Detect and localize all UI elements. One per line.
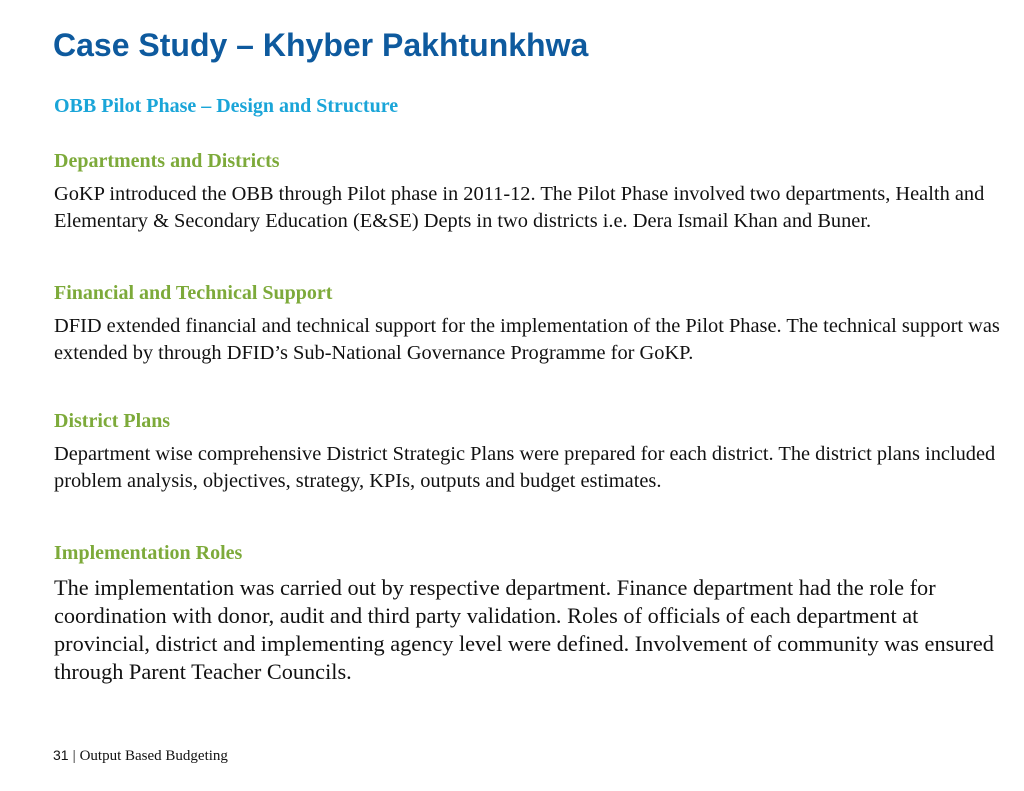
section-heading-departments: Departments and Districts — [54, 150, 280, 172]
slide-subtitle: OBB Pilot Phase – Design and Structure — [54, 95, 399, 117]
section-body-support: DFID extended financial and technical support for the implementation of the Pilot Phase. The technical support was extended by through DFID’s Sub-National Governance Programme for GoKP. — [54, 315, 1000, 364]
section-body-departments: GoKP introduced the OBB through Pilot phase in 2011-12. The Pilot Phase involved two departments, Health and Elementary & Secondary Education (E&SE) Depts in two districts i.e. Dera Ismail Khan and Buner. — [54, 183, 985, 232]
footer-separator: | — [72, 748, 76, 764]
footer — [53, 745, 228, 766]
section-heading-district-plans: District Plans — [54, 410, 171, 432]
section-body-roles: The implementation was carried out by respective department. Finance department had the role for coordination with donor, audit and third party validation. Roles of officials of each department at provincial, district and implementing agency level were defined. Involvement of community was ensured through Parent Teacher Councils. — [54, 575, 994, 684]
footer-label: Output Based Budgeting — [79, 748, 228, 764]
section-body-district-plans: Department wise comprehensive District Strategic Plans were prepared for each district. The district plans included problem analysis, objectives, strategy, KPIs, outputs and budget estimates. — [54, 443, 996, 492]
section-heading-support: Financial and Technical Support — [54, 282, 333, 304]
slide-title: Case Study – Khyber Pakhtunkhwa — [53, 27, 589, 63]
section-heading-roles: Implementation Roles — [54, 542, 243, 564]
page-number: 31 — [53, 747, 69, 763]
